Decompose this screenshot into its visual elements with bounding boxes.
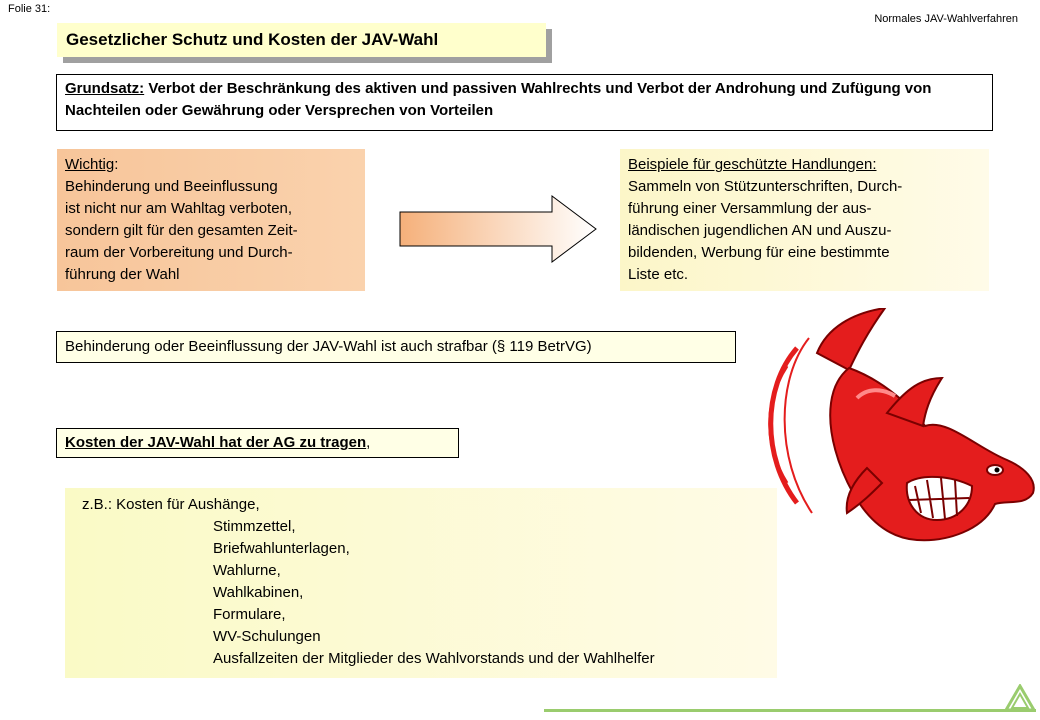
- beispiele-line: führung einer Versammlung der aus-: [628, 200, 872, 217]
- wichtig-line: sondern gilt für den gesamten Zeit-: [65, 222, 298, 239]
- footer-line: [544, 709, 1036, 712]
- kosten-item: Wahlurne,: [213, 562, 281, 579]
- triangle-logo-icon: [1004, 684, 1036, 712]
- wichtig-line: ist nicht nur am Wahltag verboten,: [65, 200, 293, 217]
- grundsatz-text: Verbot der Beschränkung des aktiven und passiven Wahlrechts und Verbot der Androhung und Zufügung von Nachteilen oder Gewährung oder Versprechen von Vorteilen: [65, 80, 932, 119]
- wichtig-colon: :: [114, 156, 119, 173]
- right-arrow-icon: [398, 194, 598, 264]
- kosten-item: Ausfallzeiten der Mitglieder des Wahlvorstands und der Wahlhelfer: [213, 650, 655, 667]
- beispiele-box: [620, 149, 989, 291]
- kosten-item: Formulare,: [213, 606, 286, 623]
- beispiele-heading: Beispiele für geschützte Handlungen:: [628, 156, 877, 173]
- page-title: Gesetzlicher Schutz und Kosten der JAV-Wahl: [57, 23, 546, 57]
- wichtig-line: führung der Wahl: [65, 266, 180, 283]
- wichtig-label: Wichtig: [65, 156, 115, 173]
- kosten-beispiele-prefix: z.B.: Kosten für Aushänge,: [82, 496, 260, 513]
- kosten-item: Briefwahlunterlagen,: [213, 540, 350, 557]
- kosten-beispiele-box: [65, 488, 777, 678]
- shark-mascot-icon: [757, 308, 1040, 553]
- slide-number: Folie 31:: [8, 3, 51, 15]
- kosten-box: [56, 428, 459, 458]
- strafbar-box: Behinderung oder Beeinflussung der JAV-Wahl ist auch strafbar (§ 119 BetrVG): [56, 331, 736, 363]
- beispiele-line: Liste etc.: [628, 266, 689, 283]
- kosten-item: Stimmzettel,: [213, 518, 296, 535]
- grundsatz-label: Grundsatz:: [65, 80, 145, 97]
- kosten-suffix: ,: [366, 434, 371, 451]
- kosten-label: Kosten der JAV-Wahl hat der AG zu tragen: [65, 434, 367, 451]
- beispiele-line: bildenden, Werbung für eine bestimmte: [628, 244, 890, 261]
- wichtig-line: raum der Vorbereitung und Durch-: [65, 244, 293, 261]
- kosten-item: WV-Schulungen: [213, 628, 321, 645]
- beispiele-line: ländischen jugendlichen AN und Auszu-: [628, 222, 892, 239]
- wichtig-box: [57, 149, 365, 291]
- beispiele-line: Sammeln von Stützunterschriften, Durch-: [628, 178, 903, 195]
- kosten-beispiele-list: [213, 494, 655, 670]
- grundsatz-box: [56, 74, 993, 131]
- section-title: Normales JAV-Wahlverfahren: [874, 13, 1018, 25]
- kosten-item: Wahlkabinen,: [213, 584, 304, 601]
- wichtig-line: Behinderung und Beeinflussung: [65, 178, 278, 195]
